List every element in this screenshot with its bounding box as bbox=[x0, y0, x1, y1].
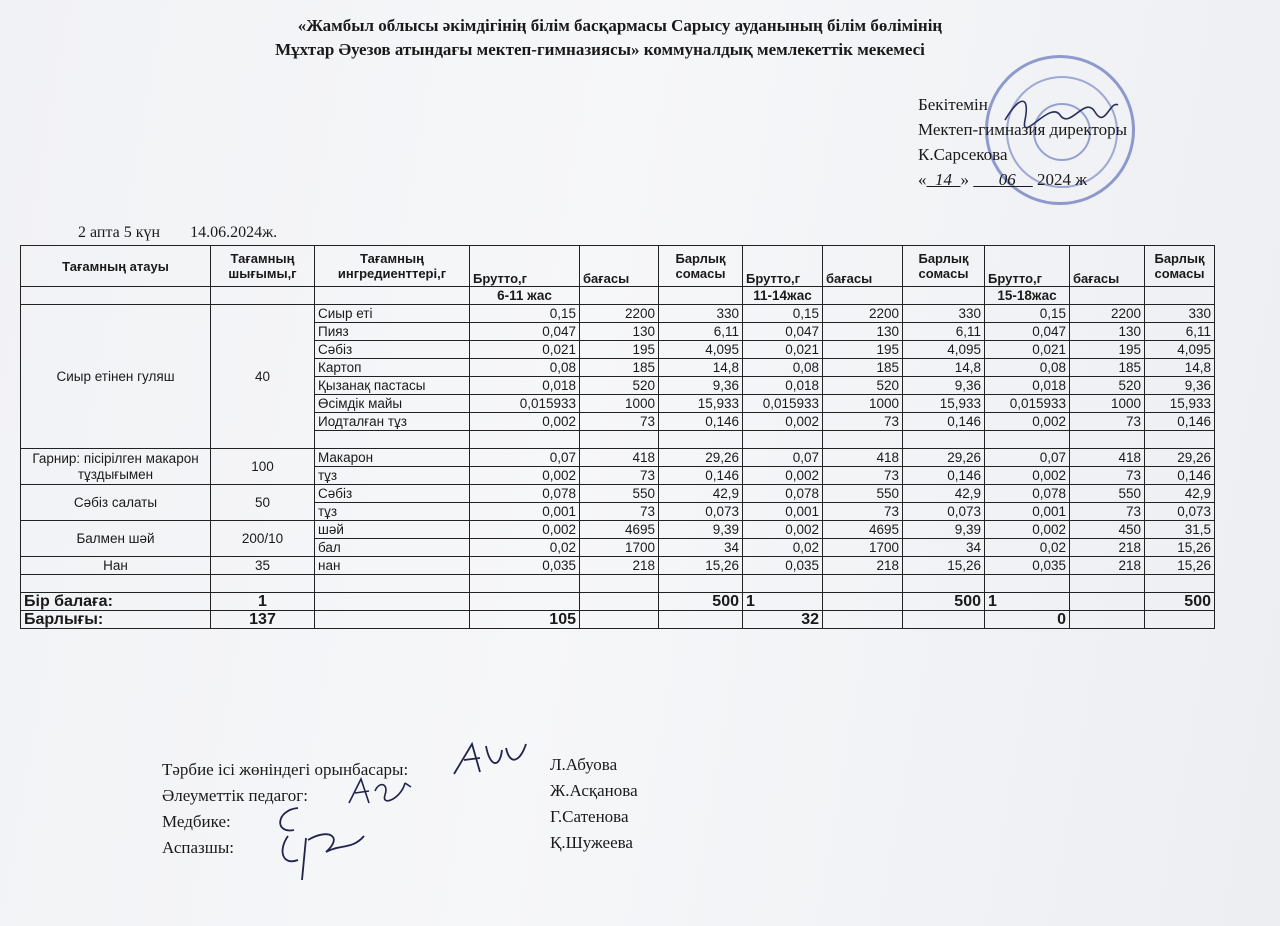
ingredient-value: 73 bbox=[580, 503, 659, 521]
age-group-3: 15-18жас bbox=[985, 287, 1070, 305]
signature-names bbox=[550, 752, 638, 856]
ingredient-value: 0,002 bbox=[743, 521, 823, 539]
ingredient-value: 73 bbox=[823, 503, 903, 521]
ingredient-value: 550 bbox=[823, 485, 903, 503]
ingredient-value: 0,001 bbox=[470, 503, 580, 521]
ingredient-value: 0,018 bbox=[985, 377, 1070, 395]
col-price-1: бағасы bbox=[580, 246, 659, 287]
ingredient-value: 0,07 bbox=[985, 449, 1070, 467]
ingredient-value: 42,9 bbox=[1145, 485, 1215, 503]
ingredient-value: 1000 bbox=[1070, 395, 1145, 413]
ingredient-name: тұз bbox=[315, 503, 470, 521]
ingredient-value: 6,11 bbox=[1145, 323, 1215, 341]
dish-yield: 100 bbox=[211, 449, 315, 485]
per-child-a: 1 bbox=[211, 593, 315, 611]
ingredient-name: Иодталған тұз bbox=[315, 413, 470, 431]
ingredient-value: 6,11 bbox=[903, 323, 985, 341]
ingredient-value: 0,002 bbox=[743, 467, 823, 485]
ingredient-value: 130 bbox=[823, 323, 903, 341]
ingredient-value: 195 bbox=[823, 341, 903, 359]
per-child-e: 1 bbox=[985, 593, 1070, 611]
week-day-label: 2 апта 5 күн bbox=[78, 224, 161, 241]
ingredient-value: 4695 bbox=[823, 521, 903, 539]
ingredient-value: 0,078 bbox=[743, 485, 823, 503]
ingredient-value: 0,078 bbox=[985, 485, 1070, 503]
ingredient-value: 0,146 bbox=[659, 413, 743, 431]
ingredient-value: 1700 bbox=[823, 539, 903, 557]
ingredient-value: 0,07 bbox=[470, 449, 580, 467]
age-group-row bbox=[21, 287, 1215, 305]
ingredient-value: 185 bbox=[823, 359, 903, 377]
ingredient-value: 1000 bbox=[823, 395, 903, 413]
ingredient-value: 0,018 bbox=[743, 377, 823, 395]
per-child-d: 500 bbox=[903, 593, 985, 611]
ingredient-value: 218 bbox=[580, 557, 659, 575]
ingredient-value: 520 bbox=[1070, 377, 1145, 395]
signature-role: Әлеуметтік педагог: bbox=[162, 786, 308, 805]
approval-position: Мектеп-гимназия директоры bbox=[918, 120, 1128, 139]
ingredient-value: 0,15 bbox=[743, 305, 823, 323]
dish-yield: 200/10 bbox=[211, 521, 315, 557]
ingredient-value: 185 bbox=[1070, 359, 1145, 377]
signature-role: Аспазшы: bbox=[162, 838, 234, 857]
col-yield: Тағамның шығымы,г bbox=[211, 246, 315, 287]
ingredient-value: 0,08 bbox=[985, 359, 1070, 377]
ingredient-name: нан bbox=[315, 557, 470, 575]
ingredient-value: 0,002 bbox=[470, 413, 580, 431]
ingredient-value: 0,021 bbox=[985, 341, 1070, 359]
menu-date: 14.06.2024ж. bbox=[190, 224, 278, 241]
ingredient-value: 0,001 bbox=[985, 503, 1070, 521]
ingredient-value: 4695 bbox=[580, 521, 659, 539]
ingredient-value: 0,002 bbox=[985, 521, 1070, 539]
ingredient-value: 73 bbox=[1070, 503, 1145, 521]
ingredient-name: Өсімдік майы bbox=[315, 395, 470, 413]
dish-name: Сиыр етінен гуляш bbox=[21, 305, 211, 449]
signature-name: Г.Сатенова bbox=[550, 807, 629, 826]
ingredient-value: 195 bbox=[580, 341, 659, 359]
approval-date: « 14 » 06 2024 ж bbox=[918, 170, 1087, 189]
signature-name: Қ.Шужеева bbox=[550, 833, 633, 852]
col-price-3: бағасы bbox=[1070, 246, 1145, 287]
ingredient-value: 218 bbox=[1070, 557, 1145, 575]
signature-name: Ж.Асқанова bbox=[550, 781, 638, 800]
ingredient-value: 0,015933 bbox=[985, 395, 1070, 413]
ingredient-value: 14,8 bbox=[903, 359, 985, 377]
ingredient-value: 0,07 bbox=[743, 449, 823, 467]
ingredient-value: 14,8 bbox=[1145, 359, 1215, 377]
ingredient-value: 520 bbox=[580, 377, 659, 395]
col-total-2: Барлық сомасы bbox=[903, 246, 985, 287]
ingredient-value: 0,02 bbox=[470, 539, 580, 557]
ingredient-value: 42,9 bbox=[903, 485, 985, 503]
ingredient-value: 2200 bbox=[823, 305, 903, 323]
ingredient-value: 73 bbox=[580, 467, 659, 485]
ingredient-value: 520 bbox=[823, 377, 903, 395]
total-b: 105 bbox=[470, 611, 580, 629]
ingredient-value: 29,26 bbox=[659, 449, 743, 467]
ingredient-value: 0,02 bbox=[985, 539, 1070, 557]
dish-name: Гарнир: пісірілген макарон тұздығымен bbox=[21, 449, 211, 485]
spacer-row bbox=[21, 575, 1215, 593]
per-child-f: 500 bbox=[1145, 593, 1215, 611]
signature-role: Тәрбие ісі жөніндегі орынбасары: bbox=[162, 760, 409, 779]
ingredient-value: 0,073 bbox=[1145, 503, 1215, 521]
ingredient-name: тұз bbox=[315, 467, 470, 485]
director-signature bbox=[1000, 90, 1120, 130]
ingredient-value: 130 bbox=[1070, 323, 1145, 341]
ingredient-value: 9,39 bbox=[903, 521, 985, 539]
ingredient-value: 73 bbox=[1070, 413, 1145, 431]
ingredient-value: 0,002 bbox=[743, 413, 823, 431]
ingredient-name: Сәбіз bbox=[315, 485, 470, 503]
table-row bbox=[21, 305, 1215, 323]
ingredient-value: 0,015933 bbox=[743, 395, 823, 413]
ingredient-value: 0,035 bbox=[470, 557, 580, 575]
ingredient-value: 130 bbox=[580, 323, 659, 341]
ingredient-value: 73 bbox=[580, 413, 659, 431]
table-row bbox=[21, 557, 1215, 575]
ingredient-value: 0,002 bbox=[985, 467, 1070, 485]
ingredient-value: 4,095 bbox=[1145, 341, 1215, 359]
ingredient-value: 14,8 bbox=[659, 359, 743, 377]
col-total-3: Барлық сомасы bbox=[1145, 246, 1215, 287]
approval-director-name: К.Сарсекова bbox=[918, 145, 1008, 164]
ingredient-name: Сәбіз bbox=[315, 341, 470, 359]
ingredient-value: 0,146 bbox=[903, 467, 985, 485]
ingredient-value: 330 bbox=[1145, 305, 1215, 323]
table-row bbox=[21, 521, 1215, 539]
ingredient-name: бал bbox=[315, 539, 470, 557]
age-group-2: 11-14жас bbox=[743, 287, 823, 305]
ingredient-value: 0,02 bbox=[743, 539, 823, 557]
ingredient-value: 4,095 bbox=[659, 341, 743, 359]
ingredient-value: 2200 bbox=[580, 305, 659, 323]
age-group-1: 6-11 жас bbox=[470, 287, 580, 305]
total-row bbox=[21, 611, 1215, 629]
per-child-b: 500 bbox=[659, 593, 743, 611]
ingredient-value: 0,073 bbox=[903, 503, 985, 521]
ingredient-value: 9,39 bbox=[659, 521, 743, 539]
col-total-1: Барлық сомасы bbox=[659, 246, 743, 287]
ingredient-value: 4,095 bbox=[903, 341, 985, 359]
ingredient-value: 73 bbox=[823, 467, 903, 485]
header-line-1: «Жамбыл облысы әкімдігінің білім басқармасы Сарысу ауданының білім бөлімінің bbox=[297, 16, 943, 35]
handwritten-signature bbox=[450, 738, 530, 780]
ingredient-value: 29,26 bbox=[1145, 449, 1215, 467]
col-gross-1: Брутто,г bbox=[470, 246, 580, 287]
menu-table bbox=[20, 245, 1215, 629]
total-c: 32 bbox=[743, 611, 823, 629]
ingredient-value: 0,146 bbox=[1145, 413, 1215, 431]
ingredient-value: 0,08 bbox=[470, 359, 580, 377]
ingredient-value: 0,002 bbox=[470, 467, 580, 485]
ingredient-value: 418 bbox=[1070, 449, 1145, 467]
ingredient-value: 0,015933 bbox=[470, 395, 580, 413]
ingredient-value: 15,26 bbox=[1145, 539, 1215, 557]
ingredient-value: 0,15 bbox=[985, 305, 1070, 323]
ingredient-value: 418 bbox=[823, 449, 903, 467]
ingredient-value: 9,36 bbox=[1145, 377, 1215, 395]
ingredient-value: 0,08 bbox=[743, 359, 823, 377]
per-child-c: 1 bbox=[743, 593, 823, 611]
col-ingredients: Тағамның ингредиенттері,г bbox=[315, 246, 470, 287]
menu-table-body bbox=[21, 305, 1215, 575]
dish-name: Нан bbox=[21, 557, 211, 575]
ingredient-value: 550 bbox=[1070, 485, 1145, 503]
ingredient-value: 34 bbox=[903, 539, 985, 557]
table-header-row bbox=[21, 246, 1215, 287]
dish-name: Сәбіз салаты bbox=[21, 485, 211, 521]
ingredient-value: 0,002 bbox=[985, 413, 1070, 431]
col-gross-2: Брутто,г bbox=[743, 246, 823, 287]
ingredient-value: 0,035 bbox=[985, 557, 1070, 575]
ingredient-value: 15,26 bbox=[903, 557, 985, 575]
ingredient-name: Макарон bbox=[315, 449, 470, 467]
approval-title: Бекітемін bbox=[918, 95, 988, 114]
ingredient-value: 0,146 bbox=[1145, 467, 1215, 485]
ingredient-value: 0,146 bbox=[659, 467, 743, 485]
ingredient-value: 15,933 bbox=[1145, 395, 1215, 413]
ingredient-value: 0,018 bbox=[470, 377, 580, 395]
table-row bbox=[21, 449, 1215, 467]
ingredient-value: 218 bbox=[823, 557, 903, 575]
dish-name: Балмен шәй bbox=[21, 521, 211, 557]
ingredient-name: шәй bbox=[315, 521, 470, 539]
ingredient-value: 418 bbox=[580, 449, 659, 467]
ingredient-value: 0,146 bbox=[903, 413, 985, 431]
ingredient-value: 42,9 bbox=[659, 485, 743, 503]
approval-year: 2024 ж bbox=[1037, 170, 1087, 189]
per-child-label: Бір балаға: bbox=[21, 593, 211, 611]
ingredient-value: 0,078 bbox=[470, 485, 580, 503]
col-price-2: бағасы bbox=[823, 246, 903, 287]
ingredient-value: 29,26 bbox=[903, 449, 985, 467]
ingredient-value: 0,035 bbox=[743, 557, 823, 575]
ingredient-value: 34 bbox=[659, 539, 743, 557]
ingredient-value: 0,047 bbox=[470, 323, 580, 341]
ingredient-value: 6,11 bbox=[659, 323, 743, 341]
ingredient-value: 31,5 bbox=[1145, 521, 1215, 539]
header-line-2: Мұхтар Әуезов атындағы мектеп-гимназиясы» коммуналдық мемлекеттік мекемесі bbox=[275, 40, 925, 59]
ingredient-value: 1700 bbox=[580, 539, 659, 557]
ingredient-name: Сиыр еті bbox=[315, 305, 470, 323]
ingredient-value: 0,002 bbox=[470, 521, 580, 539]
signature-role: Медбике: bbox=[162, 812, 231, 831]
ingredient-value: 218 bbox=[1070, 539, 1145, 557]
col-gross-3: Брутто,г bbox=[985, 246, 1070, 287]
ingredient-value: 15,933 bbox=[903, 395, 985, 413]
ingredient-value: 330 bbox=[659, 305, 743, 323]
ingredient-value: 0,047 bbox=[743, 323, 823, 341]
total-label: Барлығы: bbox=[21, 611, 211, 629]
dish-yield: 50 bbox=[211, 485, 315, 521]
table-row bbox=[21, 485, 1215, 503]
handwritten-signature bbox=[268, 800, 368, 884]
ingredient-value: 195 bbox=[1070, 341, 1145, 359]
ingredient-value: 9,36 bbox=[659, 377, 743, 395]
ingredient-value: 0,047 bbox=[985, 323, 1070, 341]
ingredient-value: 1000 bbox=[580, 395, 659, 413]
ingredient-value: 330 bbox=[903, 305, 985, 323]
ingredient-value: 2200 bbox=[1070, 305, 1145, 323]
ingredient-value: 0,073 bbox=[659, 503, 743, 521]
ingredient-name: Картоп bbox=[315, 359, 470, 377]
approval-month: 06 bbox=[998, 170, 1016, 189]
ingredient-value: 15,26 bbox=[1145, 557, 1215, 575]
total-a: 137 bbox=[211, 611, 315, 629]
ingredient-value: 0,001 bbox=[743, 503, 823, 521]
total-d: 0 bbox=[985, 611, 1070, 629]
ingredient-value: 73 bbox=[1070, 467, 1145, 485]
dish-yield: 40 bbox=[211, 305, 315, 449]
ingredient-value: 185 bbox=[580, 359, 659, 377]
ingredient-value: 15,26 bbox=[659, 557, 743, 575]
dish-yield: 35 bbox=[211, 557, 315, 575]
ingredient-value: 73 bbox=[823, 413, 903, 431]
per-child-row bbox=[21, 593, 1215, 611]
ingredient-value: 0,15 bbox=[470, 305, 580, 323]
ingredient-value: 0,021 bbox=[470, 341, 580, 359]
ingredient-name: Пияз bbox=[315, 323, 470, 341]
approval-day: 14 bbox=[935, 170, 952, 189]
menu-dateline bbox=[78, 224, 303, 242]
ingredient-value: 15,933 bbox=[659, 395, 743, 413]
ingredient-value: 0,021 bbox=[743, 341, 823, 359]
col-dish-name: Тағамның атауы bbox=[21, 246, 211, 287]
signature-name: Л.Абуова bbox=[550, 755, 618, 774]
ingredient-value: 9,36 bbox=[903, 377, 985, 395]
ingredient-value: 550 bbox=[580, 485, 659, 503]
ingredient-name: Қызанақ пастасы bbox=[315, 377, 470, 395]
ingredient-value: 450 bbox=[1070, 521, 1145, 539]
